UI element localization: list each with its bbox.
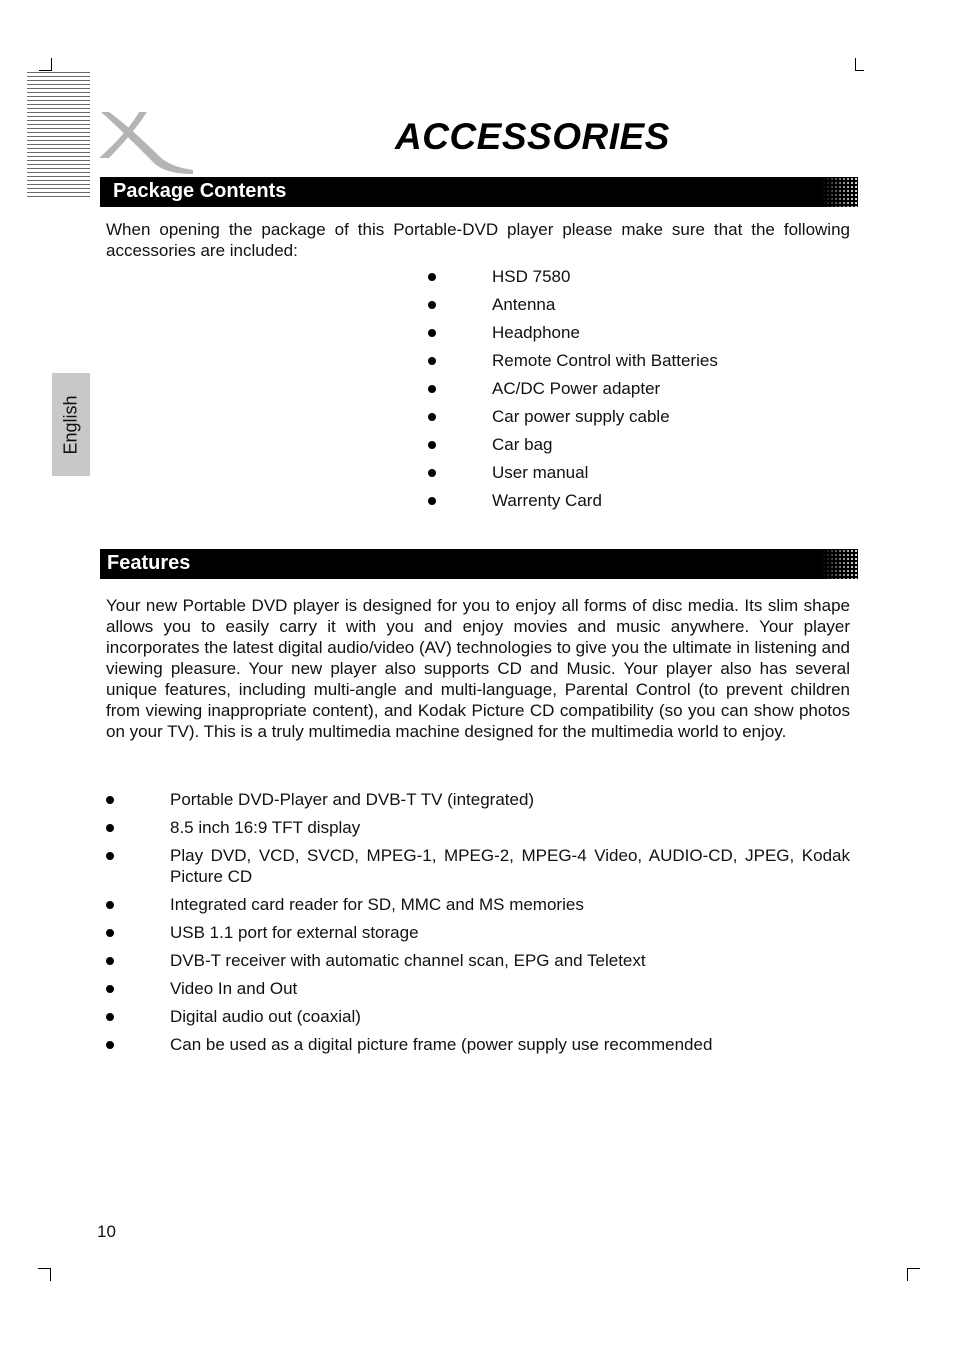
list-item [106,789,850,810]
crop-mark-top-left [39,58,52,71]
list-item [106,1034,850,1055]
bullet-icon [428,469,436,477]
list-item [106,894,850,915]
list-item [428,463,848,483]
bullet-icon [428,273,436,281]
list-item [428,407,848,427]
crop-mark-bottom-left [38,1268,51,1281]
list-item-text: Remote Control with Batteries [492,351,718,370]
list-item-text: Warrenty Card [492,491,602,510]
features-intro: Your new Portable DVD player is designed for you to enjoy all forms of disc media. Its slim shape allows you to easily carry it with you and enjoy movies and music anywhere. Your player incorporates the latest digital audio/video (AV) technologies to give you the ultimate in listening and viewing pleasure. Your new player also supports CD and Music. Your player also has several unique features, including multi-angle and multi-language, Parental Control (to prevent children from viewing inappropriate content), and Kodak Picture CD compatibility (so you can show photos on your TV). This is a truly multimedia machine designed for the multimedia world to enjoy. [106,596,850,741]
package-contents-list [428,267,848,519]
page-title: ACCESSORIES [395,116,670,157]
bullet-icon [106,901,114,909]
bullet-icon [106,1013,114,1021]
bullet-icon [428,497,436,505]
decorative-stripes [27,72,90,200]
list-item-text: AC/DC Power adapter [492,379,661,398]
bullet-icon [428,441,436,449]
bullet-icon [106,929,114,937]
section-heading: Package Contents [113,180,287,202]
bullet-icon [106,796,114,804]
list-item [428,267,848,287]
features-list [106,789,850,1062]
halftone-fade [822,177,858,207]
list-item [106,1006,850,1027]
bullet-icon [428,301,436,309]
list-item-text: Car power supply cable [492,407,670,426]
bullet-icon [106,1041,114,1049]
list-item-text: Video In and Out [170,979,298,998]
language-tab-label: English [60,394,81,455]
package-intro: When opening the package of this Portable-DVD player please make sure that the following accessories are included: [106,220,850,260]
section-bar-package-contents [100,177,858,207]
bullet-icon [428,329,436,337]
list-item [106,817,850,838]
crop-mark-bottom-right [907,1268,920,1281]
list-item-text: Headphone [492,323,580,342]
list-item-text: Portable DVD-Player and DVB-T TV (integrated) [170,790,535,809]
bullet-icon [106,824,114,832]
language-tab [52,373,90,476]
bullet-icon [428,413,436,421]
bullet-icon [106,852,114,860]
list-item [106,845,850,887]
list-item [428,491,848,511]
list-item-text: HSD 7580 [492,267,571,286]
list-item-text: Digital audio out (coaxial) [170,1007,361,1026]
list-item [106,978,850,999]
crop-mark-top-right [855,58,864,71]
section-heading: Features [107,552,191,574]
page-number: 10 [97,1222,116,1241]
list-item-text: Play DVD, VCD, SVCD, MPEG-1, MPEG-2, MPEG-4 Video, AUDIO-CD, JPEG, Kodak Picture CD [170,846,850,886]
halftone-fade [822,549,858,579]
list-item [428,379,848,399]
list-item [428,351,848,371]
list-item-text: User manual [492,463,589,482]
list-item [106,922,850,943]
list-item-text: DVB-T receiver with automatic channel scan, EPG and Teletext [170,951,646,970]
list-item [428,435,848,455]
section-bar-features [100,549,858,579]
bullet-icon [106,957,114,965]
list-item-text: USB 1.1 port for external storage [170,923,419,942]
xoro-x-logo-icon [97,108,197,176]
list-item [428,295,848,315]
list-item-text: Can be used as a digital picture frame (power supply use recommended [170,1035,713,1054]
list-item-text: Integrated card reader for SD, MMC and MS memories [170,895,584,914]
list-item [106,950,850,971]
list-item [428,323,848,343]
list-item-text: 8.5 inch 16:9 TFT display [170,818,361,837]
list-item-text: Antenna [492,295,556,314]
list-item-text: Car bag [492,435,553,454]
bullet-icon [106,985,114,993]
bullet-icon [428,357,436,365]
bullet-icon [428,385,436,393]
